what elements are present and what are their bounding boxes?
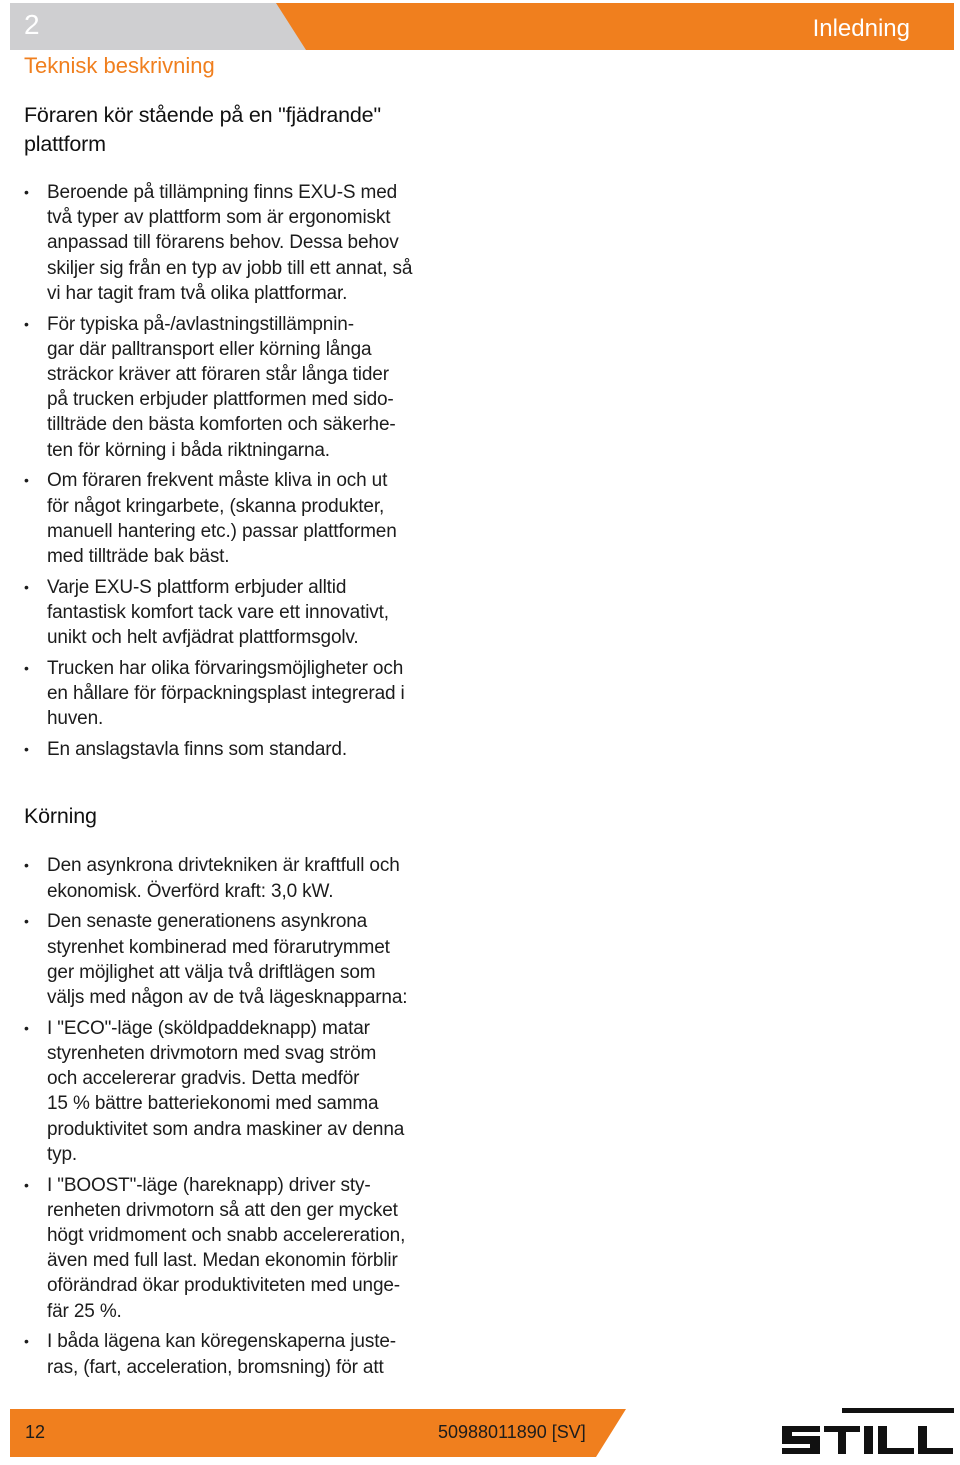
bullet-glyph: • bbox=[24, 857, 29, 874]
document-id: 50988011890 [SV] bbox=[438, 1422, 586, 1442]
list-item: • Varje EXU-S plattform erbjuder alltid fantastisk komfort tack vare ett innovativt, unikt och helt avfjädrat plattformsgolv. bbox=[24, 576, 389, 649]
bullet-list-driving bbox=[24, 853, 454, 1379]
section-title: Teknisk beskrivning bbox=[24, 53, 215, 78]
heading-platform: Föraren kör stående på en "fjädrande" plattform bbox=[24, 103, 381, 156]
bullet-glyph: • bbox=[24, 578, 29, 595]
list-item: • I båda lägena kan köregenskaperna juste- ras, (fart, acceleration, bromsning) för att bbox=[24, 1331, 396, 1378]
list-item: • En anslagstavla finns som standard. bbox=[24, 737, 454, 762]
still-logo bbox=[780, 1406, 955, 1460]
page-number: 12 bbox=[25, 1422, 46, 1442]
chapter-number: 2 bbox=[24, 9, 40, 40]
bullet-glyph: • bbox=[24, 741, 29, 758]
list-item: • Den senaste generationens asynkrona styrenhet kombinerad med förarutrymmet ger möjlighet att välja två driftlägen som väljs med någon av de två lägesknapparna: bbox=[24, 911, 408, 1009]
list-item: • Den asynkrona drivtekniken är kraftfull och ekonomisk. Överförd kraft: 3,0 kW. bbox=[24, 855, 400, 902]
list-item: • I "BOOST"-läge (hareknapp) driver sty- renheten drivmotorn så att den ger mycket högt vridmoment och snabb accelereration, även med full last. Medan ekonomin förblir oförändrad ökar produktiviteten med unge- fär 25 %. bbox=[24, 1174, 406, 1322]
chapter-title: Inledning bbox=[812, 15, 910, 42]
list-item: • Trucken har olika förvaringsmöjligheter och en hållare för förpackningsplast integrerad i huven. bbox=[24, 658, 405, 730]
main-content bbox=[24, 101, 454, 1385]
bullet-glyph: • bbox=[24, 913, 29, 930]
heading-driving: Körning bbox=[24, 804, 97, 829]
bullet-glyph: • bbox=[24, 1333, 29, 1350]
bullet-list-platform bbox=[24, 180, 454, 762]
bullet-glyph: • bbox=[24, 660, 29, 677]
bullet-glyph: • bbox=[24, 472, 29, 489]
list-item: • Om föraren frekvent måste kliva in och ut för något kringarbete, (skanna produkter, manuell hantering etc.) passar plattformen med tillträde bak bäst. bbox=[24, 470, 397, 568]
list-item: • I "ECO"-läge (sköldpaddeknapp) matar styrenheten drivmotorn med svag ström och accelererar gradvis. Detta medför 15 % bättre batteriekonomi med samma produktivitet som andra maskiner av denna typ. bbox=[24, 1017, 405, 1165]
bullet-glyph: • bbox=[24, 184, 29, 200]
bullet-glyph: • bbox=[24, 315, 29, 332]
bullet-glyph: • bbox=[24, 1019, 29, 1036]
list-item: • För typiska på-/avlastningstillämpnin- gar där palltransport eller körning långa sträckor kräver att föraren står långa tider på trucken erbjuder plattformen med sido- tillträde den bästa komforten och säkerhe- ten för körning i båda riktningarna. bbox=[24, 313, 396, 461]
bullet-glyph: • bbox=[24, 1176, 29, 1193]
list-item: • Beroende på tillämpning finns EXU-S med två typer av plattform som är ergonomiskt anpassad till förarens behov. Dessa behov skiljer sig från en typ av jobb till ett annat, så vi har tagit fram två olika plattformar. bbox=[24, 182, 413, 304]
